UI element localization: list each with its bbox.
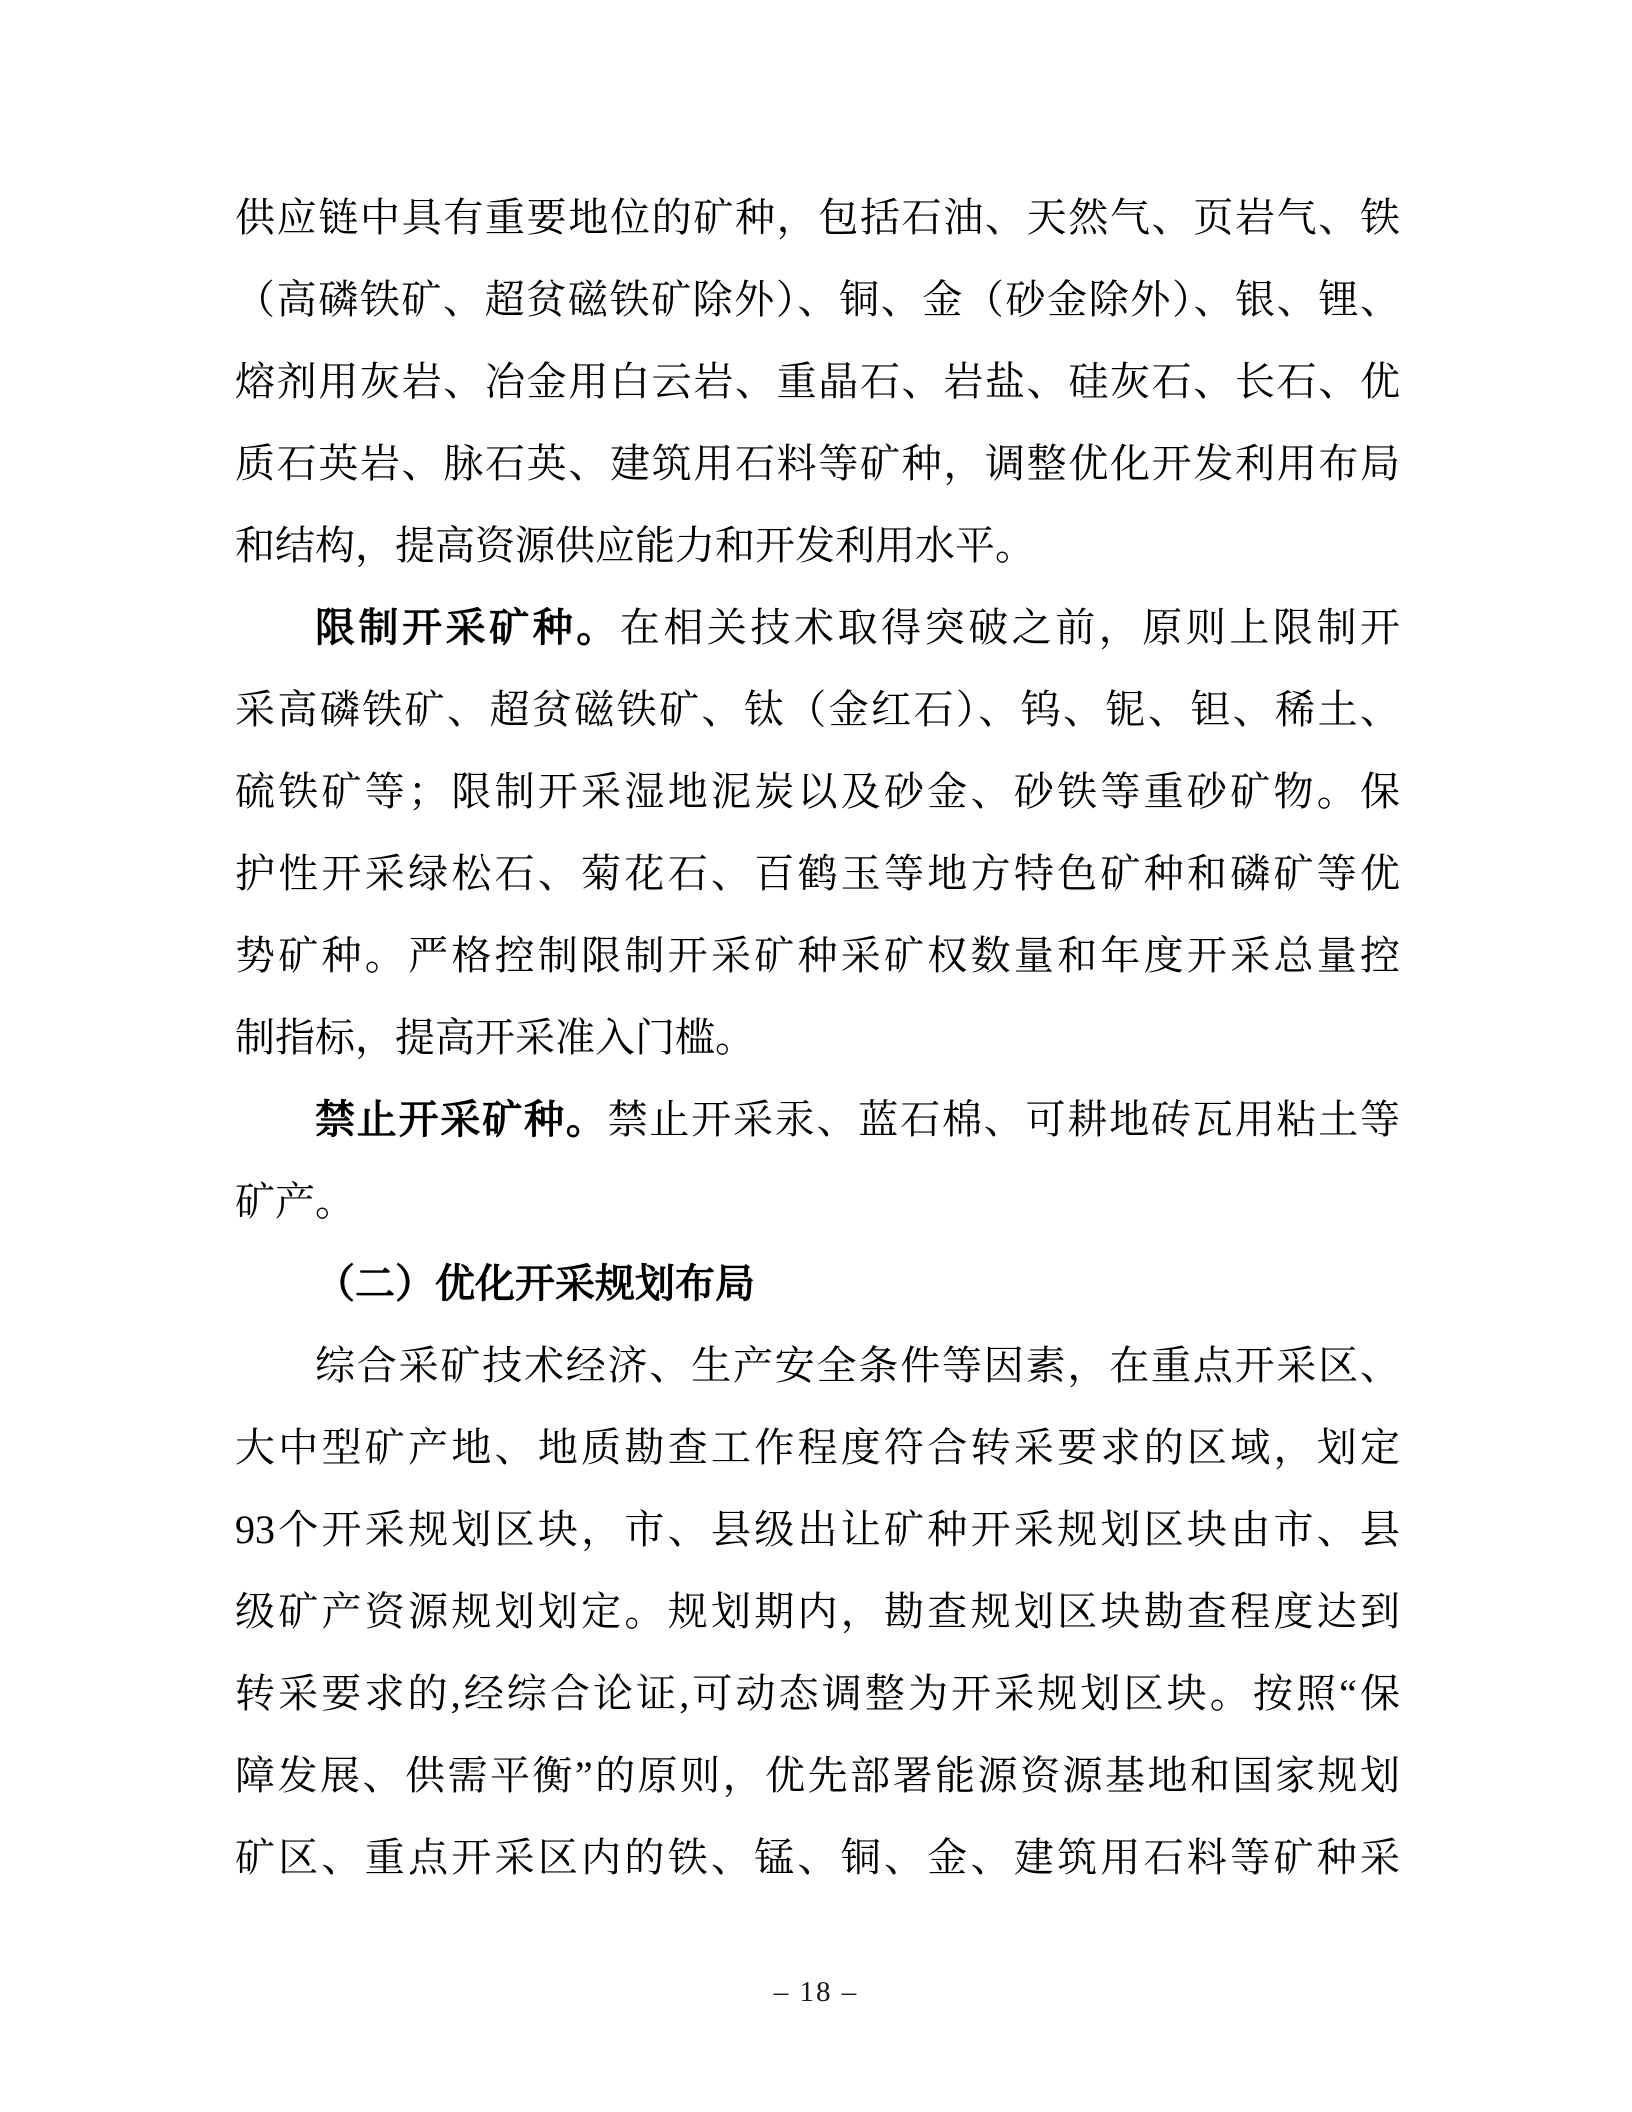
text-line (235, 341, 1400, 423)
text-line (235, 915, 1400, 997)
text-run: 质石英岩、脉石英、建筑用石料等矿种，调整优化开发利用布局 (235, 441, 1400, 486)
text-line (235, 259, 1400, 341)
text-run: 在相关技术取得突破之前，原则上限制开 (619, 605, 1401, 650)
text-run: 和结构，提高资源供应能力和开发利用水平。 (235, 523, 1035, 568)
text-run: 制指标，提高开采准入门槛。 (235, 1015, 755, 1060)
text-run: 矿区、重点开采区内的铁、锰、铜、金、建筑用石料等矿种采 (235, 1835, 1400, 1880)
text-line (235, 1571, 1400, 1653)
bold-lead: （二）优化开采规划布局 (315, 1261, 755, 1306)
text-run: 势矿种。严格控制限制开采矿种采矿权数量和年度开采总量控 (235, 933, 1400, 978)
text-run: 转采要求的,经综合论证,可动态调整为开采规划区块。按照“保 (235, 1671, 1400, 1716)
text-run: 93个开采规划区块，市、县级出让矿种开采规划区块由市、县 (235, 1507, 1400, 1552)
text-line (235, 423, 1400, 505)
text-run: 采高磷铁矿、超贫磁铁矿、钛（金红石）、钨、铌、钽、稀土、 (235, 687, 1400, 732)
text-run: 硫铁矿等；限制开采湿地泥炭以及砂金、砂铁等重砂矿物。保 (235, 769, 1400, 814)
text-line (235, 1653, 1400, 1735)
text-block (235, 177, 1400, 1899)
text-run: 级矿产资源规划划定。规划期内，勘查规划区块勘查程度达到 (235, 1589, 1400, 1634)
text-line (235, 1161, 1400, 1243)
text-run: （高磷铁矿、超贫磁铁矿除外）、铜、金（砂金除外）、银、锂、 (235, 277, 1400, 322)
text-line (235, 751, 1400, 833)
text-line (235, 1407, 1400, 1489)
text-line (235, 1243, 1400, 1325)
text-run: 禁止开采汞、蓝石棉、可耕地砖瓦用粘土等 (607, 1097, 1401, 1142)
text-line (235, 177, 1400, 259)
text-line (235, 1489, 1400, 1571)
text-run: 护性开采绿松石、菊花石、百鹤玉等地方特色矿种和磷矿等优 (235, 851, 1400, 896)
text-run: 大中型矿产地、地质勘查工作程度符合转采要求的区域，划定 (235, 1425, 1400, 1470)
text-run: 矿产。 (235, 1179, 355, 1224)
bold-lead: 限制开采矿种。 (315, 605, 620, 650)
text-run: 障发展、供需平衡”的原则，优先部署能源资源基地和国家规划 (235, 1753, 1400, 1798)
text-line (235, 1079, 1400, 1161)
text-line (235, 669, 1400, 751)
text-run: 熔剂用灰岩、冶金用白云岩、重晶石、岩盐、硅灰石、长石、优 (235, 359, 1400, 404)
text-line (235, 1817, 1400, 1899)
page-number: – 18 – (773, 1976, 859, 2008)
text-line (235, 587, 1400, 669)
text-line (235, 997, 1400, 1079)
bold-lead: 禁止开采矿种。 (315, 1097, 608, 1142)
text-line (235, 1735, 1400, 1817)
text-line (235, 833, 1400, 915)
text-line (235, 505, 1400, 587)
text-run: 综合采矿技术经济、生产安全条件等因素，在重点开采区、 (315, 1343, 1400, 1388)
text-line (235, 1325, 1400, 1407)
text-run: 供应链中具有重要地位的矿种，包括石油、天然气、页岩气、铁 (235, 195, 1400, 240)
